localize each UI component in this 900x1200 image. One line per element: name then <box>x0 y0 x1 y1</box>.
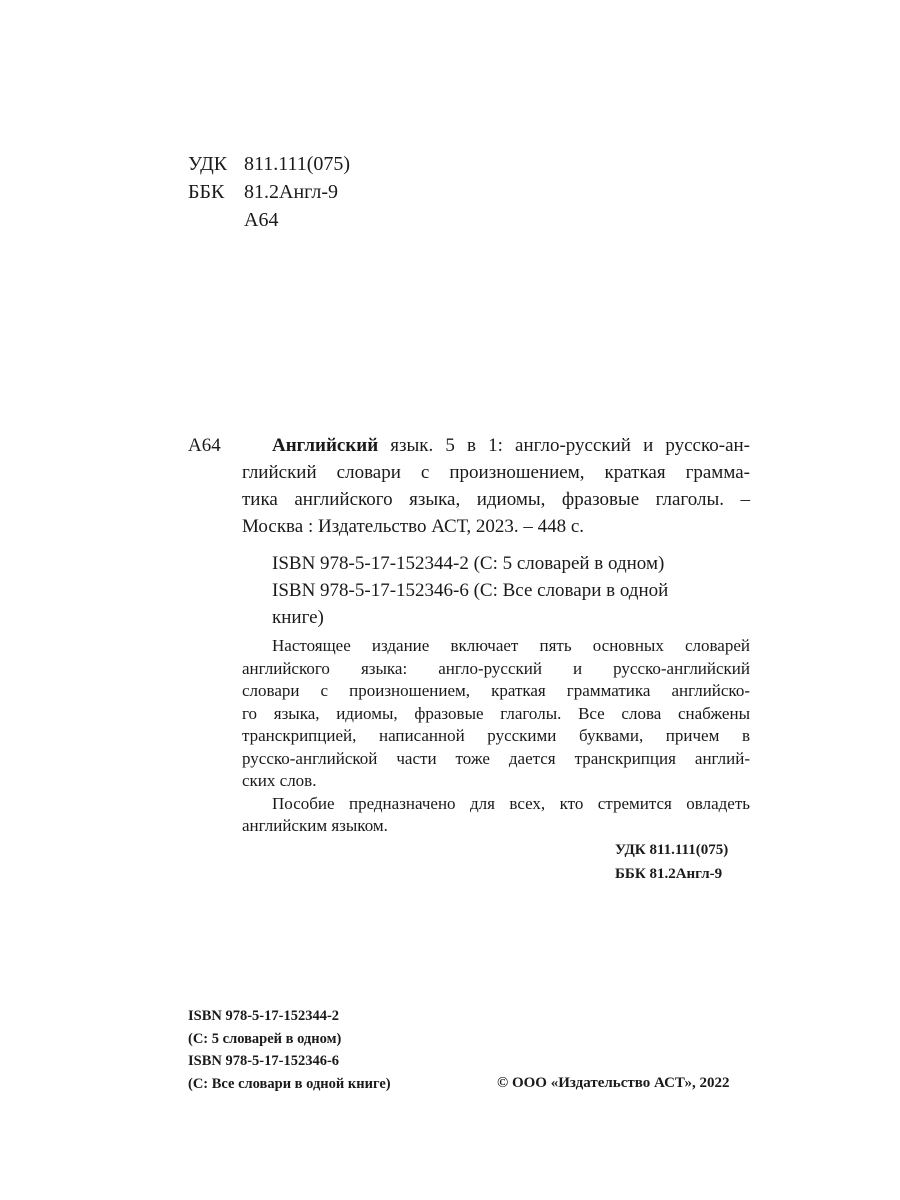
annotation-line: русско-английской части тоже дается транскрипция англий- <box>242 748 750 768</box>
classification-top <box>188 150 350 234</box>
udk-label: УДК <box>188 153 228 175</box>
bbk-label: ББК <box>188 181 225 203</box>
record-isbn-line: ISBN 978-5-17-152344-2 (С: 5 словарей в одном) <box>272 553 665 574</box>
record-title-rest: язык. 5 в 1: англо-русский и русско-ан- <box>390 435 751 456</box>
record-line: глийский словари с произношением, краткая грамма- <box>242 462 750 483</box>
bibliographic-record <box>242 432 751 631</box>
record-line: Москва : Издательство АСТ, 2023. – 448 с. <box>242 516 585 537</box>
annotation-line: английским языком. <box>242 816 388 835</box>
record-author-sign: А64 <box>188 435 221 456</box>
author-sign-top: А64 <box>244 209 279 231</box>
annotation-line: английского языка: англо-русский и русско-английский <box>242 658 750 678</box>
record-title-line <box>272 432 750 459</box>
classification-bottom <box>615 838 728 886</box>
footer-isbn-line: ISBN 978-5-17-152344-2 <box>188 1008 340 1024</box>
annotation-line: транскрипцией, написанной русскими буквами, причем в <box>242 726 750 745</box>
record-isbn-block <box>272 550 750 631</box>
annotation-line: Настоящее издание включает пять основных словарей <box>272 636 750 655</box>
footer-isbn-line: (С: Все словари в одной книге) <box>188 1075 391 1092</box>
footer-isbn <box>188 1005 391 1095</box>
annotation-line: словари с произношением, краткая грамматика английско- <box>242 681 750 700</box>
record-line: тика английского языка, идиомы, фразовые глаголы. – <box>242 489 750 510</box>
bbk-value: 81.2Англ-9 <box>244 181 338 203</box>
annotation-line: ских слов. <box>242 771 317 790</box>
annotation <box>242 635 750 838</box>
bbk-row <box>188 178 350 206</box>
footer-isbn-line: ISBN 978-5-17-152346-6 <box>188 1053 340 1069</box>
bbk-bottom: ББК 81.2Англ-9 <box>615 866 723 882</box>
udk-row <box>188 150 350 178</box>
record-isbn-line: ISBN 978-5-17-152346-6 (С: Все словари в одной <box>272 580 669 601</box>
record-title-bold: Английский <box>272 435 379 456</box>
record-isbn-line: книге) <box>272 607 324 628</box>
author-sign-row <box>188 206 350 234</box>
copyright: © ООО «Издательство АСТ», 2022 <box>497 1075 730 1091</box>
udk-bottom: УДК 811.111(075) <box>615 842 729 858</box>
footer-isbn-line: (С: 5 словарей в одном) <box>188 1030 342 1047</box>
udk-value: 811.111(075) <box>244 153 351 175</box>
annotation-line: го языка, идиомы, фразовые глаголы. Все слова снабжены <box>242 703 750 723</box>
annotation-line: Пособие предназначено для всех, кто стремится овладеть <box>272 793 750 813</box>
